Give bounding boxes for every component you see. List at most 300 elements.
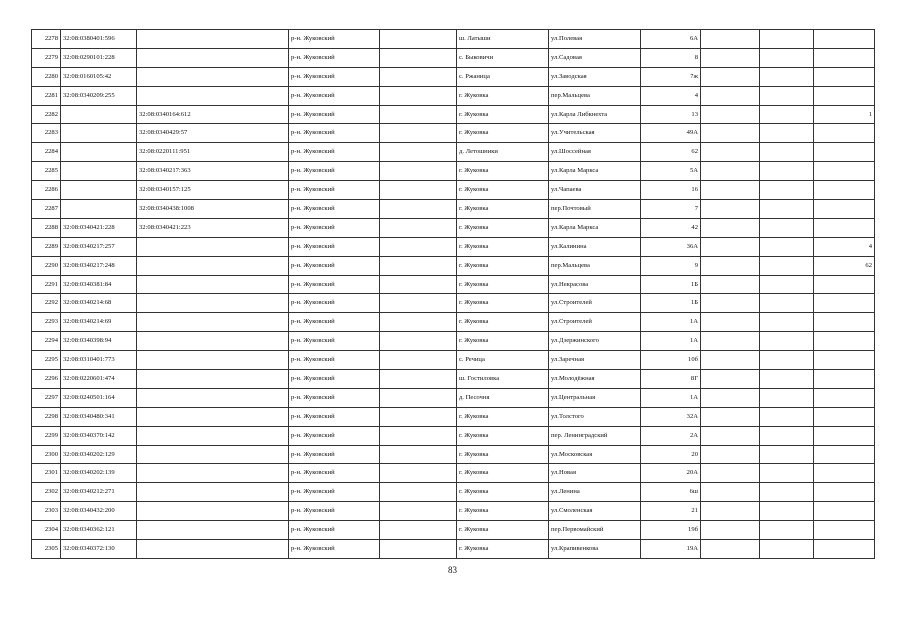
blank-cell: [701, 294, 760, 313]
extra-value-cell: [814, 313, 875, 332]
house-number-cell: 6ш: [641, 483, 701, 502]
blank-cell: [760, 48, 814, 67]
table-row: [32, 48, 875, 67]
table-row: [32, 407, 875, 426]
cadastral-number-alt-cell: 32:08:0340438:1008: [137, 200, 289, 219]
row-number-cell: 2292: [32, 294, 61, 313]
table-row: [32, 200, 875, 219]
blank-cell: [380, 388, 457, 407]
cadastral-number-alt-cell: 32:08:0340157:125: [137, 181, 289, 200]
extra-value-cell: [814, 162, 875, 181]
district-cell: р-н. Жуковский: [289, 294, 380, 313]
blank-cell: [380, 502, 457, 521]
blank-cell: [380, 540, 457, 559]
row-number-cell: 2300: [32, 445, 61, 464]
blank-cell: [760, 313, 814, 332]
blank-cell: [701, 445, 760, 464]
street-cell: ул.Шоссейная: [549, 143, 641, 162]
district-cell: р-н. Жуковский: [289, 256, 380, 275]
table-row: [32, 388, 875, 407]
row-number-cell: 2298: [32, 407, 61, 426]
locality-cell: г. Жуковка: [457, 521, 549, 540]
row-number-cell: 2293: [32, 313, 61, 332]
blank-cell: [701, 105, 760, 124]
cadastral-number-cell: [61, 124, 137, 143]
house-number-cell: 6А: [641, 30, 701, 49]
cadastral-number-cell: [61, 200, 137, 219]
row-number-cell: 2285: [32, 162, 61, 181]
locality-cell: г. Жуковка: [457, 200, 549, 219]
locality-cell: с. Ржаница: [457, 67, 549, 86]
street-cell: ул.Некрасова: [549, 275, 641, 294]
cadastral-number-alt-cell: 32:08:0220111:951: [137, 143, 289, 162]
row-number-cell: 2297: [32, 388, 61, 407]
blank-cell: [701, 540, 760, 559]
blank-cell: [380, 445, 457, 464]
extra-value-cell: 62: [814, 256, 875, 275]
blank-cell: [380, 521, 457, 540]
street-cell: ул.Ленина: [549, 483, 641, 502]
district-cell: р-н. Жуковский: [289, 332, 380, 351]
blank-cell: [760, 445, 814, 464]
district-cell: р-н. Жуковский: [289, 105, 380, 124]
district-cell: р-н. Жуковский: [289, 370, 380, 389]
district-cell: р-н. Жуковский: [289, 540, 380, 559]
blank-cell: [380, 464, 457, 483]
blank-cell: [701, 275, 760, 294]
house-number-cell: 21: [641, 502, 701, 521]
house-number-cell: 10б: [641, 351, 701, 370]
locality-cell: ш. Латыши: [457, 30, 549, 49]
blank-cell: [760, 370, 814, 389]
cadastral-number-alt-cell: [137, 502, 289, 521]
cadastral-number-cell: 32:08:0310401:773: [61, 351, 137, 370]
district-cell: р-н. Жуковский: [289, 162, 380, 181]
blank-cell: [760, 124, 814, 143]
district-cell: р-н. Жуковский: [289, 30, 380, 49]
cadastral-number-alt-cell: [137, 483, 289, 502]
street-cell: ул.Дзержинского: [549, 332, 641, 351]
cadastral-number-alt-cell: [137, 294, 289, 313]
street-cell: пер.Почтовый: [549, 200, 641, 219]
blank-cell: [760, 256, 814, 275]
district-cell: р-н. Жуковский: [289, 483, 380, 502]
cadastral-number-alt-cell: [137, 370, 289, 389]
district-cell: р-н. Жуковский: [289, 445, 380, 464]
district-cell: р-н. Жуковский: [289, 407, 380, 426]
row-number-cell: 2286: [32, 181, 61, 200]
cadastral-number-alt-cell: 32:08:0340164:612: [137, 105, 289, 124]
house-number-cell: 16: [641, 181, 701, 200]
cadastral-number-alt-cell: 32:08:0340217:363: [137, 162, 289, 181]
extra-value-cell: [814, 143, 875, 162]
street-cell: ул.Калинина: [549, 237, 641, 256]
house-number-cell: 4: [641, 86, 701, 105]
street-cell: ул.Заречная: [549, 351, 641, 370]
locality-cell: г. Жуковка: [457, 407, 549, 426]
table-row: [32, 162, 875, 181]
blank-cell: [760, 67, 814, 86]
cadastral-number-alt-cell: [137, 332, 289, 351]
blank-cell: [701, 483, 760, 502]
extra-value-cell: [814, 200, 875, 219]
cadastral-number-cell: 32:08:0340398:94: [61, 332, 137, 351]
house-number-cell: 19б: [641, 521, 701, 540]
extra-value-cell: [814, 67, 875, 86]
cadastral-number-cell: 32:08:0340214:69: [61, 313, 137, 332]
blank-cell: [380, 218, 457, 237]
blank-cell: [760, 426, 814, 445]
cadastral-number-alt-cell: [137, 313, 289, 332]
blank-cell: [701, 218, 760, 237]
house-number-cell: 7: [641, 200, 701, 219]
blank-cell: [380, 86, 457, 105]
locality-cell: г. Жуковка: [457, 464, 549, 483]
locality-cell: г. Жуковка: [457, 275, 549, 294]
extra-value-cell: [814, 407, 875, 426]
cadastral-number-cell: 32:08:0240501:164: [61, 388, 137, 407]
extra-value-cell: [814, 426, 875, 445]
cadastral-number-cell: 32:08:0160105:42: [61, 67, 137, 86]
street-cell: ул.Строителей: [549, 294, 641, 313]
district-cell: р-н. Жуковский: [289, 464, 380, 483]
table-row: [32, 237, 875, 256]
row-number-cell: 2290: [32, 256, 61, 275]
blank-cell: [380, 48, 457, 67]
blank-cell: [380, 67, 457, 86]
district-cell: р-н. Жуковский: [289, 521, 380, 540]
locality-cell: г. Жуковка: [457, 332, 549, 351]
locality-cell: г. Жуковка: [457, 181, 549, 200]
blank-cell: [380, 181, 457, 200]
row-number-cell: 2287: [32, 200, 61, 219]
row-number-cell: 2303: [32, 502, 61, 521]
row-number-cell: 2294: [32, 332, 61, 351]
blank-cell: [701, 521, 760, 540]
locality-cell: г. Жуковка: [457, 124, 549, 143]
district-cell: р-н. Жуковский: [289, 200, 380, 219]
extra-value-cell: [814, 370, 875, 389]
house-number-cell: 49А: [641, 124, 701, 143]
cadastral-number-alt-cell: [137, 275, 289, 294]
extra-value-cell: 1: [814, 105, 875, 124]
district-cell: р-н. Жуковский: [289, 351, 380, 370]
cadastral-number-cell: 32:08:0340421:228: [61, 218, 137, 237]
blank-cell: [760, 105, 814, 124]
street-cell: пер. Ленинградский: [549, 426, 641, 445]
street-cell: ул.Толстого: [549, 407, 641, 426]
table-row: [32, 426, 875, 445]
house-number-cell: 9: [641, 256, 701, 275]
blank-cell: [760, 332, 814, 351]
blank-cell: [701, 86, 760, 105]
house-number-cell: 1А: [641, 313, 701, 332]
register-sheet: [31, 29, 875, 559]
blank-cell: [701, 200, 760, 219]
cadastral-number-alt-cell: [137, 237, 289, 256]
extra-value-cell: [814, 388, 875, 407]
locality-cell: г. Жуковка: [457, 294, 549, 313]
street-cell: ул.Карла Маркса: [549, 162, 641, 181]
cadastral-number-cell: 32:08:0340362:121: [61, 521, 137, 540]
street-cell: ул.Карла Либкнехта: [549, 105, 641, 124]
blank-cell: [760, 502, 814, 521]
house-number-cell: 32А: [641, 407, 701, 426]
blank-cell: [380, 275, 457, 294]
extra-value-cell: [814, 332, 875, 351]
table-row: [32, 370, 875, 389]
street-cell: пер.Первомайский: [549, 521, 641, 540]
blank-cell: [380, 313, 457, 332]
blank-cell: [760, 464, 814, 483]
locality-cell: г. Жуковка: [457, 445, 549, 464]
house-number-cell: 13: [641, 105, 701, 124]
cadastral-number-cell: 32:08:0340202:139: [61, 464, 137, 483]
row-number-cell: 2284: [32, 143, 61, 162]
table-row: [32, 445, 875, 464]
row-number-cell: 2296: [32, 370, 61, 389]
house-number-cell: 1Б: [641, 294, 701, 313]
locality-cell: г. Жуковка: [457, 162, 549, 181]
row-number-cell: 2302: [32, 483, 61, 502]
cadastral-number-cell: [61, 143, 137, 162]
blank-cell: [701, 426, 760, 445]
house-number-cell: 1А: [641, 388, 701, 407]
street-cell: пер.Мальцева: [549, 256, 641, 275]
blank-cell: [760, 30, 814, 49]
blank-cell: [380, 30, 457, 49]
house-number-cell: 5А: [641, 162, 701, 181]
cadastral-number-alt-cell: [137, 445, 289, 464]
district-cell: р-н. Жуковский: [289, 67, 380, 86]
table-row: [32, 540, 875, 559]
blank-cell: [760, 351, 814, 370]
blank-cell: [380, 294, 457, 313]
locality-cell: г. Жуковка: [457, 218, 549, 237]
blank-cell: [701, 502, 760, 521]
cadastral-number-alt-cell: [137, 426, 289, 445]
blank-cell: [760, 540, 814, 559]
row-number-cell: 2304: [32, 521, 61, 540]
blank-cell: [380, 105, 457, 124]
extra-value-cell: [814, 540, 875, 559]
house-number-cell: 36А: [641, 237, 701, 256]
table-row: [32, 351, 875, 370]
extra-value-cell: [814, 218, 875, 237]
extra-value-cell: [814, 464, 875, 483]
cadastral-number-alt-cell: [137, 407, 289, 426]
district-cell: р-н. Жуковский: [289, 388, 380, 407]
cadastral-number-alt-cell: [137, 351, 289, 370]
table-row: [32, 256, 875, 275]
blank-cell: [701, 124, 760, 143]
row-number-cell: 2278: [32, 30, 61, 49]
locality-cell: с. Речица: [457, 351, 549, 370]
blank-cell: [760, 86, 814, 105]
row-number-cell: 2291: [32, 275, 61, 294]
district-cell: р-н. Жуковский: [289, 426, 380, 445]
cadastral-number-alt-cell: 32:08:0340429:57: [137, 124, 289, 143]
street-cell: ул.Чапаева: [549, 181, 641, 200]
blank-cell: [760, 162, 814, 181]
row-number-cell: 2281: [32, 86, 61, 105]
blank-cell: [380, 237, 457, 256]
extra-value-cell: [814, 275, 875, 294]
district-cell: р-н. Жуковский: [289, 181, 380, 200]
extra-value-cell: [814, 351, 875, 370]
extra-value-cell: [814, 181, 875, 200]
table-row: [32, 143, 875, 162]
blank-cell: [380, 332, 457, 351]
locality-cell: г. Жуковка: [457, 483, 549, 502]
street-cell: ул.Молодёжная: [549, 370, 641, 389]
table-row: [32, 332, 875, 351]
locality-cell: ш. Гостиловка: [457, 370, 549, 389]
blank-cell: [701, 143, 760, 162]
blank-cell: [380, 143, 457, 162]
blank-cell: [701, 370, 760, 389]
blank-cell: [701, 30, 760, 49]
row-number-cell: 2295: [32, 351, 61, 370]
locality-cell: г. Жуковка: [457, 105, 549, 124]
register-rows: [32, 30, 875, 559]
table-row: [32, 483, 875, 502]
extra-value-cell: [814, 86, 875, 105]
blank-cell: [701, 407, 760, 426]
blank-cell: [380, 351, 457, 370]
cadastral-number-alt-cell: [137, 48, 289, 67]
district-cell: р-н. Жуковский: [289, 502, 380, 521]
extra-value-cell: [814, 294, 875, 313]
table-row: [32, 521, 875, 540]
blank-cell: [760, 275, 814, 294]
locality-cell: г. Жуковка: [457, 502, 549, 521]
locality-cell: д. Песочня: [457, 388, 549, 407]
cadastral-number-cell: [61, 105, 137, 124]
table-row: [32, 67, 875, 86]
district-cell: р-н. Жуковский: [289, 124, 380, 143]
blank-cell: [380, 200, 457, 219]
cadastral-number-alt-cell: [137, 256, 289, 275]
row-number-cell: 2289: [32, 237, 61, 256]
cadastral-number-cell: 32:08:0290101:228: [61, 48, 137, 67]
blank-cell: [380, 370, 457, 389]
locality-cell: г. Жуковка: [457, 86, 549, 105]
blank-cell: [701, 464, 760, 483]
blank-cell: [380, 256, 457, 275]
district-cell: р-н. Жуковский: [289, 275, 380, 294]
cadastral-number-cell: 32:08:0340217:248: [61, 256, 137, 275]
blank-cell: [701, 388, 760, 407]
cadastral-number-cell: 32:08:0340381:84: [61, 275, 137, 294]
extra-value-cell: [814, 521, 875, 540]
house-number-cell: 1Б: [641, 275, 701, 294]
cadastral-number-cell: 32:08:0340214:68: [61, 294, 137, 313]
cadastral-number-cell: 32:08:0220601:474: [61, 370, 137, 389]
cadastral-number-alt-cell: [137, 67, 289, 86]
locality-cell: г. Жуковка: [457, 313, 549, 332]
row-number-cell: 2280: [32, 67, 61, 86]
row-number-cell: 2301: [32, 464, 61, 483]
blank-cell: [701, 67, 760, 86]
blank-cell: [701, 256, 760, 275]
row-number-cell: 2299: [32, 426, 61, 445]
house-number-cell: 8Г: [641, 370, 701, 389]
extra-value-cell: 4: [814, 237, 875, 256]
cadastral-number-cell: [61, 181, 137, 200]
blank-cell: [701, 237, 760, 256]
blank-cell: [760, 388, 814, 407]
street-cell: ул.Учительская: [549, 124, 641, 143]
street-cell: ул.Полевая: [549, 30, 641, 49]
house-number-cell: 2А: [641, 426, 701, 445]
street-cell: ул.Заводская: [549, 67, 641, 86]
row-number-cell: 2288: [32, 218, 61, 237]
house-number-cell: 8: [641, 48, 701, 67]
house-number-cell: 1А: [641, 332, 701, 351]
row-number-cell: 2279: [32, 48, 61, 67]
page-number: 83: [448, 565, 457, 575]
street-cell: ул.Центральная: [549, 388, 641, 407]
table-row: [32, 464, 875, 483]
table-row: [32, 181, 875, 200]
blank-cell: [380, 483, 457, 502]
row-number-cell: 2283: [32, 124, 61, 143]
cadastral-number-cell: 32:08:0340217:257: [61, 237, 137, 256]
blank-cell: [760, 143, 814, 162]
locality-cell: д. Летошники: [457, 143, 549, 162]
extra-value-cell: [814, 124, 875, 143]
cadastral-number-cell: 32:08:0340209:255: [61, 86, 137, 105]
blank-cell: [701, 162, 760, 181]
table-row: [32, 294, 875, 313]
cadastral-number-cell: 32:08:0340480:341: [61, 407, 137, 426]
table-row: [32, 86, 875, 105]
house-number-cell: 20А: [641, 464, 701, 483]
blank-cell: [701, 351, 760, 370]
extra-value-cell: [814, 445, 875, 464]
blank-cell: [380, 162, 457, 181]
street-cell: ул.Строителей: [549, 313, 641, 332]
district-cell: р-н. Жуковский: [289, 237, 380, 256]
cadastral-number-alt-cell: 32:08:0340421:223: [137, 218, 289, 237]
extra-value-cell: [814, 48, 875, 67]
street-cell: ул.Московская: [549, 445, 641, 464]
cadastral-number-cell: [61, 162, 137, 181]
cadastral-number-cell: 32:08:0340432:200: [61, 502, 137, 521]
cadastral-number-cell: 32:08:0340212:271: [61, 483, 137, 502]
locality-cell: г. Жуковка: [457, 256, 549, 275]
district-cell: р-н. Жуковский: [289, 313, 380, 332]
house-number-cell: 42: [641, 218, 701, 237]
table-row: [32, 105, 875, 124]
street-cell: ул.Крапивенкова: [549, 540, 641, 559]
district-cell: р-н. Жуковский: [289, 218, 380, 237]
blank-cell: [701, 313, 760, 332]
house-number-cell: 62: [641, 143, 701, 162]
house-number-cell: 20: [641, 445, 701, 464]
table-row: [32, 502, 875, 521]
blank-cell: [760, 218, 814, 237]
street-cell: ул.Садовая: [549, 48, 641, 67]
cadastral-number-cell: 32:08:0340372:130: [61, 540, 137, 559]
table-row: [32, 218, 875, 237]
table-row: [32, 313, 875, 332]
cadastral-number-cell: 32:08:0380401:596: [61, 30, 137, 49]
street-cell: ул.Карла Маркса: [549, 218, 641, 237]
blank-cell: [701, 332, 760, 351]
locality-cell: с. Быковичи: [457, 48, 549, 67]
